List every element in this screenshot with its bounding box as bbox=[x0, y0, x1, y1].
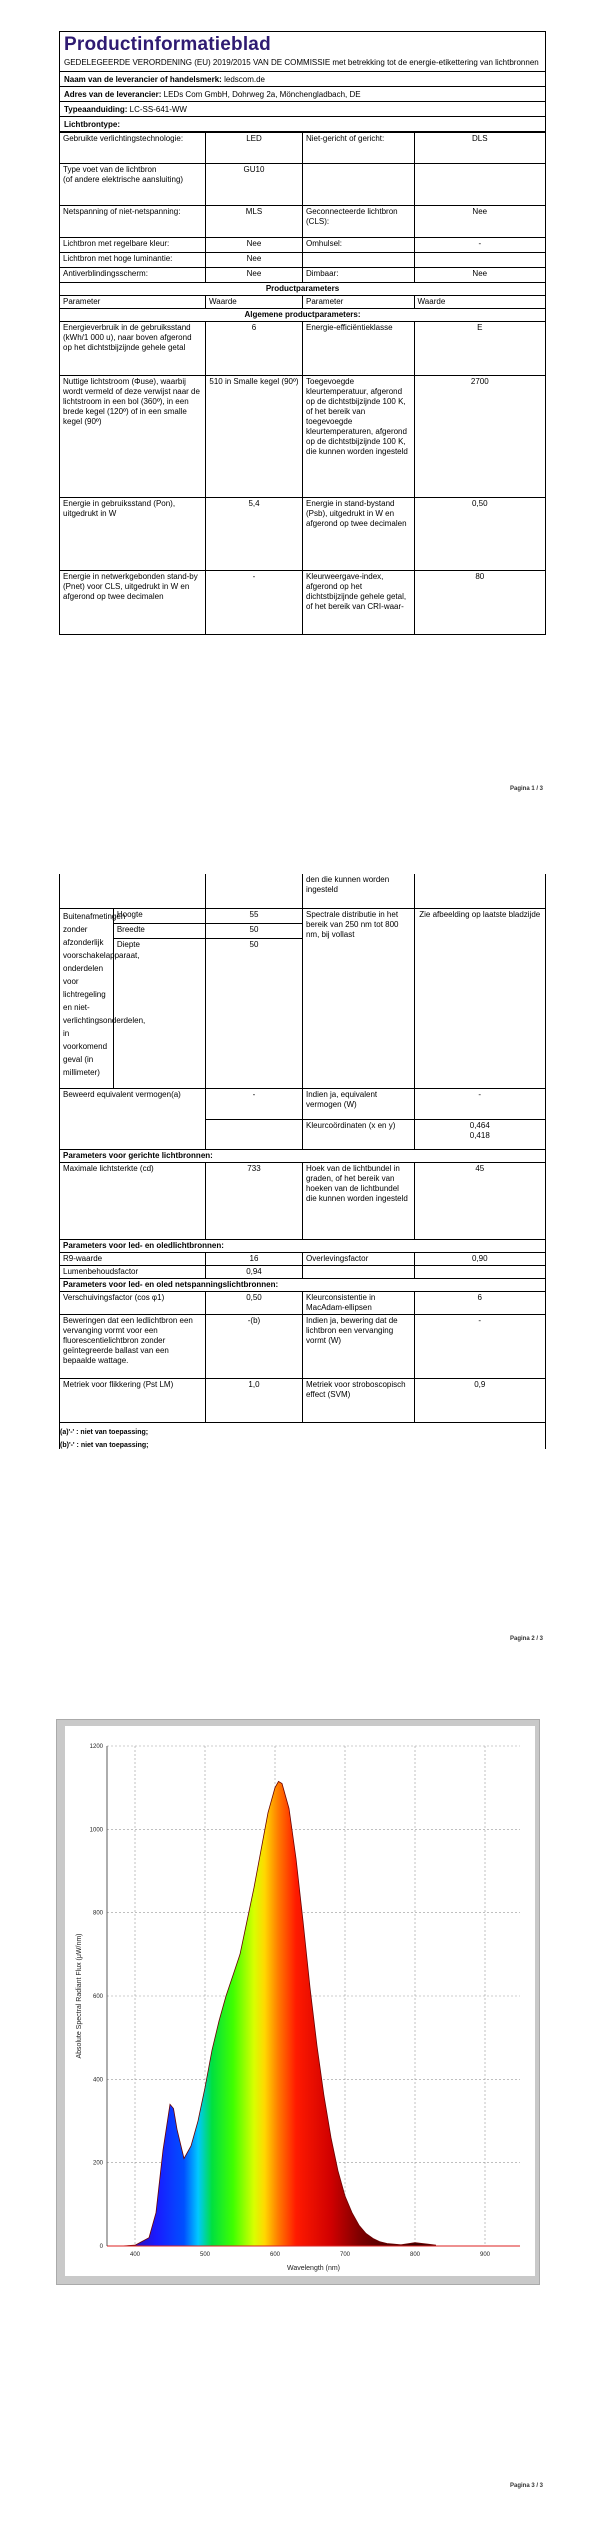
table-row bbox=[60, 309, 545, 322]
x-tick-label: 900 bbox=[479, 2252, 491, 2258]
table-row bbox=[60, 133, 545, 164]
spectral-distribution-chart bbox=[65, 1726, 535, 2276]
y-axis-label: Absolute Spectral Radiant Flux (μW/nm) bbox=[76, 1933, 83, 2059]
model-label: Typeaanduiding: bbox=[64, 105, 128, 114]
supplier-row bbox=[60, 72, 545, 87]
table-row bbox=[60, 322, 545, 376]
empty-cell bbox=[60, 874, 205, 908]
param-label: Energieverbruik in de gebruiksstand (kWh/1 000 u), naar boven afgerond op het dichtstbijzijnde gehele getal bbox=[60, 322, 206, 376]
height-label: Hoogte bbox=[113, 908, 205, 923]
supplier-value: ledscom.de bbox=[224, 75, 266, 84]
section-title: Parameters voor led- en oledlichtbronnen: bbox=[60, 1239, 545, 1252]
chroma-y: 0,418 bbox=[469, 1130, 490, 1140]
params-table-2 bbox=[60, 874, 545, 1423]
type-label: Gebruikte verlichtingstechnologie: bbox=[60, 133, 206, 164]
param-label: Energie in gebruiksstand (Pon), uitgedrukt in W bbox=[60, 498, 206, 571]
spectral-label: Spectrale distributie in het bereik van 250 nm tot 800 nm, bij vollast bbox=[302, 908, 414, 1088]
table-row bbox=[60, 1291, 545, 1314]
type-table bbox=[60, 132, 545, 635]
cosphi-value: 0,50 bbox=[205, 1291, 302, 1314]
x-tick-label: 800 bbox=[409, 2252, 421, 2258]
spectrum-chart-panel bbox=[65, 1726, 535, 2276]
type-value: - bbox=[414, 238, 545, 253]
lightsource-type-label: Lichtbrontype: bbox=[64, 120, 120, 129]
type-label: Type voet van de lichtbron (of andere elektrische aansluiting) bbox=[60, 164, 206, 206]
type-label: Geconnecteerde lichtbron (CLS): bbox=[303, 206, 415, 238]
section-title: Algemene productparameters: bbox=[60, 309, 545, 322]
table-row bbox=[60, 376, 545, 498]
y-tick-label: 1000 bbox=[89, 1827, 103, 1834]
flicker-label: Metriek voor flikkering (Pst LM) bbox=[60, 1378, 205, 1422]
width-label: Breedte bbox=[113, 923, 205, 938]
empty-cell bbox=[302, 1265, 414, 1278]
replace-label: Beweringen dat een ledlichtbron een vervanging vormt voor een fluorescentielichtbron zonder geïntegreerde ballast van een bepaalde wattage. bbox=[60, 1314, 205, 1378]
footnote-a: (a)'-' : niet van toepassing; bbox=[60, 1428, 149, 1436]
y-tick-label: 0 bbox=[99, 2244, 103, 2250]
type-value: Nee bbox=[414, 206, 545, 238]
empty-cell bbox=[414, 1265, 545, 1278]
survival-value: 0,90 bbox=[414, 1252, 545, 1265]
type-label: Omhulsel: bbox=[303, 238, 415, 253]
table-row bbox=[60, 238, 545, 253]
type-label: Antiverblindingsscherm: bbox=[60, 268, 206, 283]
type-label: Lichtbron met hoge luminantie: bbox=[60, 253, 206, 268]
equiv-label: Beweerd equivalent vermogen(a) bbox=[60, 1088, 205, 1149]
model-row bbox=[60, 102, 545, 117]
type-value: DLS bbox=[414, 133, 545, 164]
param-value: 510 in Smalle kegel (90º) bbox=[206, 376, 303, 498]
table-row bbox=[60, 1149, 545, 1162]
dims-label: Buitenafmetingen zonder afzonderlijk voorschakelapparaat, onderdelen voor lichtregeling en niet-verlichtingsonderdelen, in voorkomend geval (in millimeter) bbox=[60, 908, 113, 1088]
type-value: LED bbox=[206, 133, 303, 164]
page-number: Pagina 1 / 3 bbox=[509, 786, 543, 792]
param-label: Energie-efficiëntieklasse bbox=[303, 322, 415, 376]
section-title: Productparameters bbox=[60, 283, 545, 296]
type-label: Niet-gericht of gericht: bbox=[303, 133, 415, 164]
type-value bbox=[414, 253, 545, 268]
param-value: - bbox=[206, 571, 303, 635]
chroma-x: 0,464 bbox=[469, 1120, 490, 1130]
survival-label: Overlevingsfactor bbox=[302, 1252, 414, 1265]
param-label: Toegevoegde kleurtemperatuur, afgerond op de dichtstbijzijnde 100 K, of het bereik van toegevoegde kleurtemperaturen, afgerond op de dichtstbijzijnde 100 K, die kunnen worden ingesteld bbox=[303, 376, 415, 498]
y-tick-label: 1200 bbox=[89, 1744, 103, 1750]
type-label: Netspanning of niet-netspanning: bbox=[60, 206, 206, 238]
table-row bbox=[60, 1088, 545, 1119]
title-block bbox=[60, 31, 545, 72]
section-title: Parameters voor led- en oled netspanningslichtbronnen: bbox=[60, 1278, 545, 1291]
doc-subtitle: GEDELEGEERDE VERORDENING (EU) 2019/2015 VAN DE COMMISSIE met betrekking tot de energie-etikettering van lichtbronnen bbox=[60, 56, 545, 72]
type-value bbox=[414, 164, 545, 206]
col-header: Waarde bbox=[414, 296, 545, 309]
spectral-value: Zie afbeelding op laatste bladzijde bbox=[414, 908, 545, 1088]
type-label bbox=[303, 164, 415, 206]
type-label: Lichtbron met regelbare kleur: bbox=[60, 238, 206, 253]
x-tick-label: 700 bbox=[339, 2252, 351, 2258]
x-axis-label: Wavelength (nm) bbox=[286, 2265, 341, 2272]
equiv-value: - bbox=[205, 1088, 302, 1119]
param-value: 0,50 bbox=[414, 498, 545, 571]
y-tick-label: 200 bbox=[92, 2160, 103, 2167]
strobo-value: 0,9 bbox=[414, 1378, 545, 1422]
type-label: Dimbaar: bbox=[303, 268, 415, 283]
depth-label: Diepte bbox=[113, 938, 205, 1088]
x-tick-label: 400 bbox=[129, 2252, 141, 2258]
r9-value: 16 bbox=[205, 1252, 302, 1265]
address-label: Adres van de leverancier: bbox=[64, 90, 162, 99]
lumen-label: Lumenbehoudsfactor bbox=[60, 1265, 205, 1278]
height-value: 55 bbox=[205, 908, 302, 923]
page-number: Pagina 2 / 3 bbox=[509, 1636, 543, 1642]
datasheet-frame bbox=[59, 31, 546, 635]
beam-angle-value: 45 bbox=[414, 1162, 545, 1239]
param-value: 80 bbox=[414, 571, 545, 635]
col-header: Waarde bbox=[206, 296, 303, 309]
replace-yes-label: Indien ja, bewering dat de lichtbron een vervanging vormt (W) bbox=[302, 1314, 414, 1378]
chart-area bbox=[107, 1781, 520, 2246]
flicker-value: 1,0 bbox=[205, 1378, 302, 1422]
equiv-yes-label: Indien ja, equivalent vermogen (W) bbox=[302, 1088, 414, 1119]
section-title: Parameters voor gerichte lichtbronnen: bbox=[60, 1149, 545, 1162]
datasheet-frame-2 bbox=[59, 874, 546, 1449]
y-tick-label: 400 bbox=[92, 2077, 103, 2084]
width-value: 50 bbox=[205, 923, 302, 938]
param-label: Kleurweergave-index, afgerond op het dichtstbijzijnde gehele getal, of het bereik van CRI-waar- bbox=[303, 571, 415, 635]
max-intensity-value: 733 bbox=[205, 1162, 302, 1239]
param-label: Energie in netwerkgebonden stand-by (Pnet) voor CLS, uitgedrukt in W en afgerond op twee decimalen bbox=[60, 571, 206, 635]
table-row bbox=[60, 206, 545, 238]
table-row bbox=[60, 908, 545, 923]
empty-cell bbox=[205, 874, 302, 908]
y-tick-label: 600 bbox=[92, 1994, 103, 2000]
lightsource-type-row bbox=[60, 117, 545, 132]
table-row bbox=[60, 1239, 545, 1252]
replace-value: -(b) bbox=[205, 1314, 302, 1378]
doc-title: Productinformatieblad bbox=[64, 34, 271, 55]
param-value: 2700 bbox=[414, 376, 545, 498]
param-label: Nuttige lichtstroom (Φuse), waarbij wordt vermeld of deze verwijst naar de lichtstroom in een bol (360º), in een brede kegel (120º) of in een smalle kegel (90º) bbox=[60, 376, 206, 498]
depth-value: 50 bbox=[205, 938, 302, 1088]
supplier-label: Naam van de leverancier of handelsmerk: bbox=[64, 75, 222, 84]
chroma-label: Kleurcoördinaten (x en y) bbox=[302, 1119, 414, 1149]
page-number: Pagina 3 / 3 bbox=[509, 2483, 543, 2489]
empty-cell bbox=[205, 1119, 302, 1149]
replace-yes-value: - bbox=[414, 1314, 545, 1378]
address-value: LEDs Com GmbH, Dohrweg 2a, Mönchengladbach, DE bbox=[163, 90, 361, 99]
type-value: GU10 bbox=[206, 164, 303, 206]
beam-angle-label: Hoek van de lichtbundel in graden, of het bereik van hoeken van de lichtbundel die kunnen worden ingesteld bbox=[302, 1162, 414, 1239]
param-value: 6 bbox=[206, 322, 303, 376]
param-value: 5,4 bbox=[206, 498, 303, 571]
table-row bbox=[60, 571, 545, 635]
chroma-values bbox=[414, 1119, 545, 1149]
page-2 bbox=[0, 870, 595, 1680]
x-tick-label: 500 bbox=[199, 2252, 211, 2258]
empty-cell bbox=[414, 874, 545, 908]
cosphi-label: Verschuivingsfactor (cos φ1) bbox=[60, 1291, 205, 1314]
footnote-b: (b)'-' : niet van toepassing; bbox=[60, 1441, 149, 1449]
equiv-yes-value: - bbox=[414, 1088, 545, 1119]
table-row bbox=[60, 1314, 545, 1378]
table-row bbox=[60, 253, 545, 268]
r9-label: R9-waarde bbox=[60, 1252, 205, 1265]
macadam-label: Kleurconsistentie in MacAdam-ellipsen bbox=[302, 1291, 414, 1314]
lumen-value: 0,94 bbox=[205, 1265, 302, 1278]
macadam-value: 6 bbox=[414, 1291, 545, 1314]
table-row bbox=[60, 1378, 545, 1422]
address-row bbox=[60, 87, 545, 102]
table-row bbox=[60, 498, 545, 571]
param-label: den die kunnen worden ingesteld bbox=[302, 874, 414, 908]
table-row bbox=[60, 874, 545, 908]
spectrum-chart-frame bbox=[56, 1719, 540, 2285]
spectrum-area bbox=[121, 1781, 436, 2246]
param-value: E bbox=[414, 322, 545, 376]
type-value: MLS bbox=[206, 206, 303, 238]
max-intensity-label: Maximale lichtsterkte (cd) bbox=[60, 1162, 205, 1239]
type-label bbox=[303, 253, 415, 268]
type-value: Nee bbox=[414, 268, 545, 283]
table-row bbox=[60, 296, 545, 309]
type-value: Nee bbox=[206, 253, 303, 268]
y-tick-label: 800 bbox=[92, 1910, 103, 1917]
table-row bbox=[60, 283, 545, 296]
type-value: Nee bbox=[206, 238, 303, 253]
col-header: Parameter bbox=[303, 296, 415, 309]
col-header: Parameter bbox=[60, 296, 206, 309]
type-value: Nee bbox=[206, 268, 303, 283]
table-row bbox=[60, 268, 545, 283]
page-1 bbox=[0, 0, 595, 820]
table-row bbox=[60, 164, 545, 206]
table-row bbox=[60, 1252, 545, 1265]
table-row bbox=[60, 1162, 545, 1239]
table-row bbox=[60, 1265, 545, 1278]
table-row bbox=[60, 1278, 545, 1291]
param-label: Energie in stand-bystand (Psb), uitgedrukt in W en afgerond op twee decimalen bbox=[303, 498, 415, 571]
strobo-label: Metriek voor stroboscopisch effect (SVM) bbox=[302, 1378, 414, 1422]
x-tick-label: 600 bbox=[269, 2252, 281, 2258]
model-value: LC-SS-641-WW bbox=[129, 105, 187, 114]
